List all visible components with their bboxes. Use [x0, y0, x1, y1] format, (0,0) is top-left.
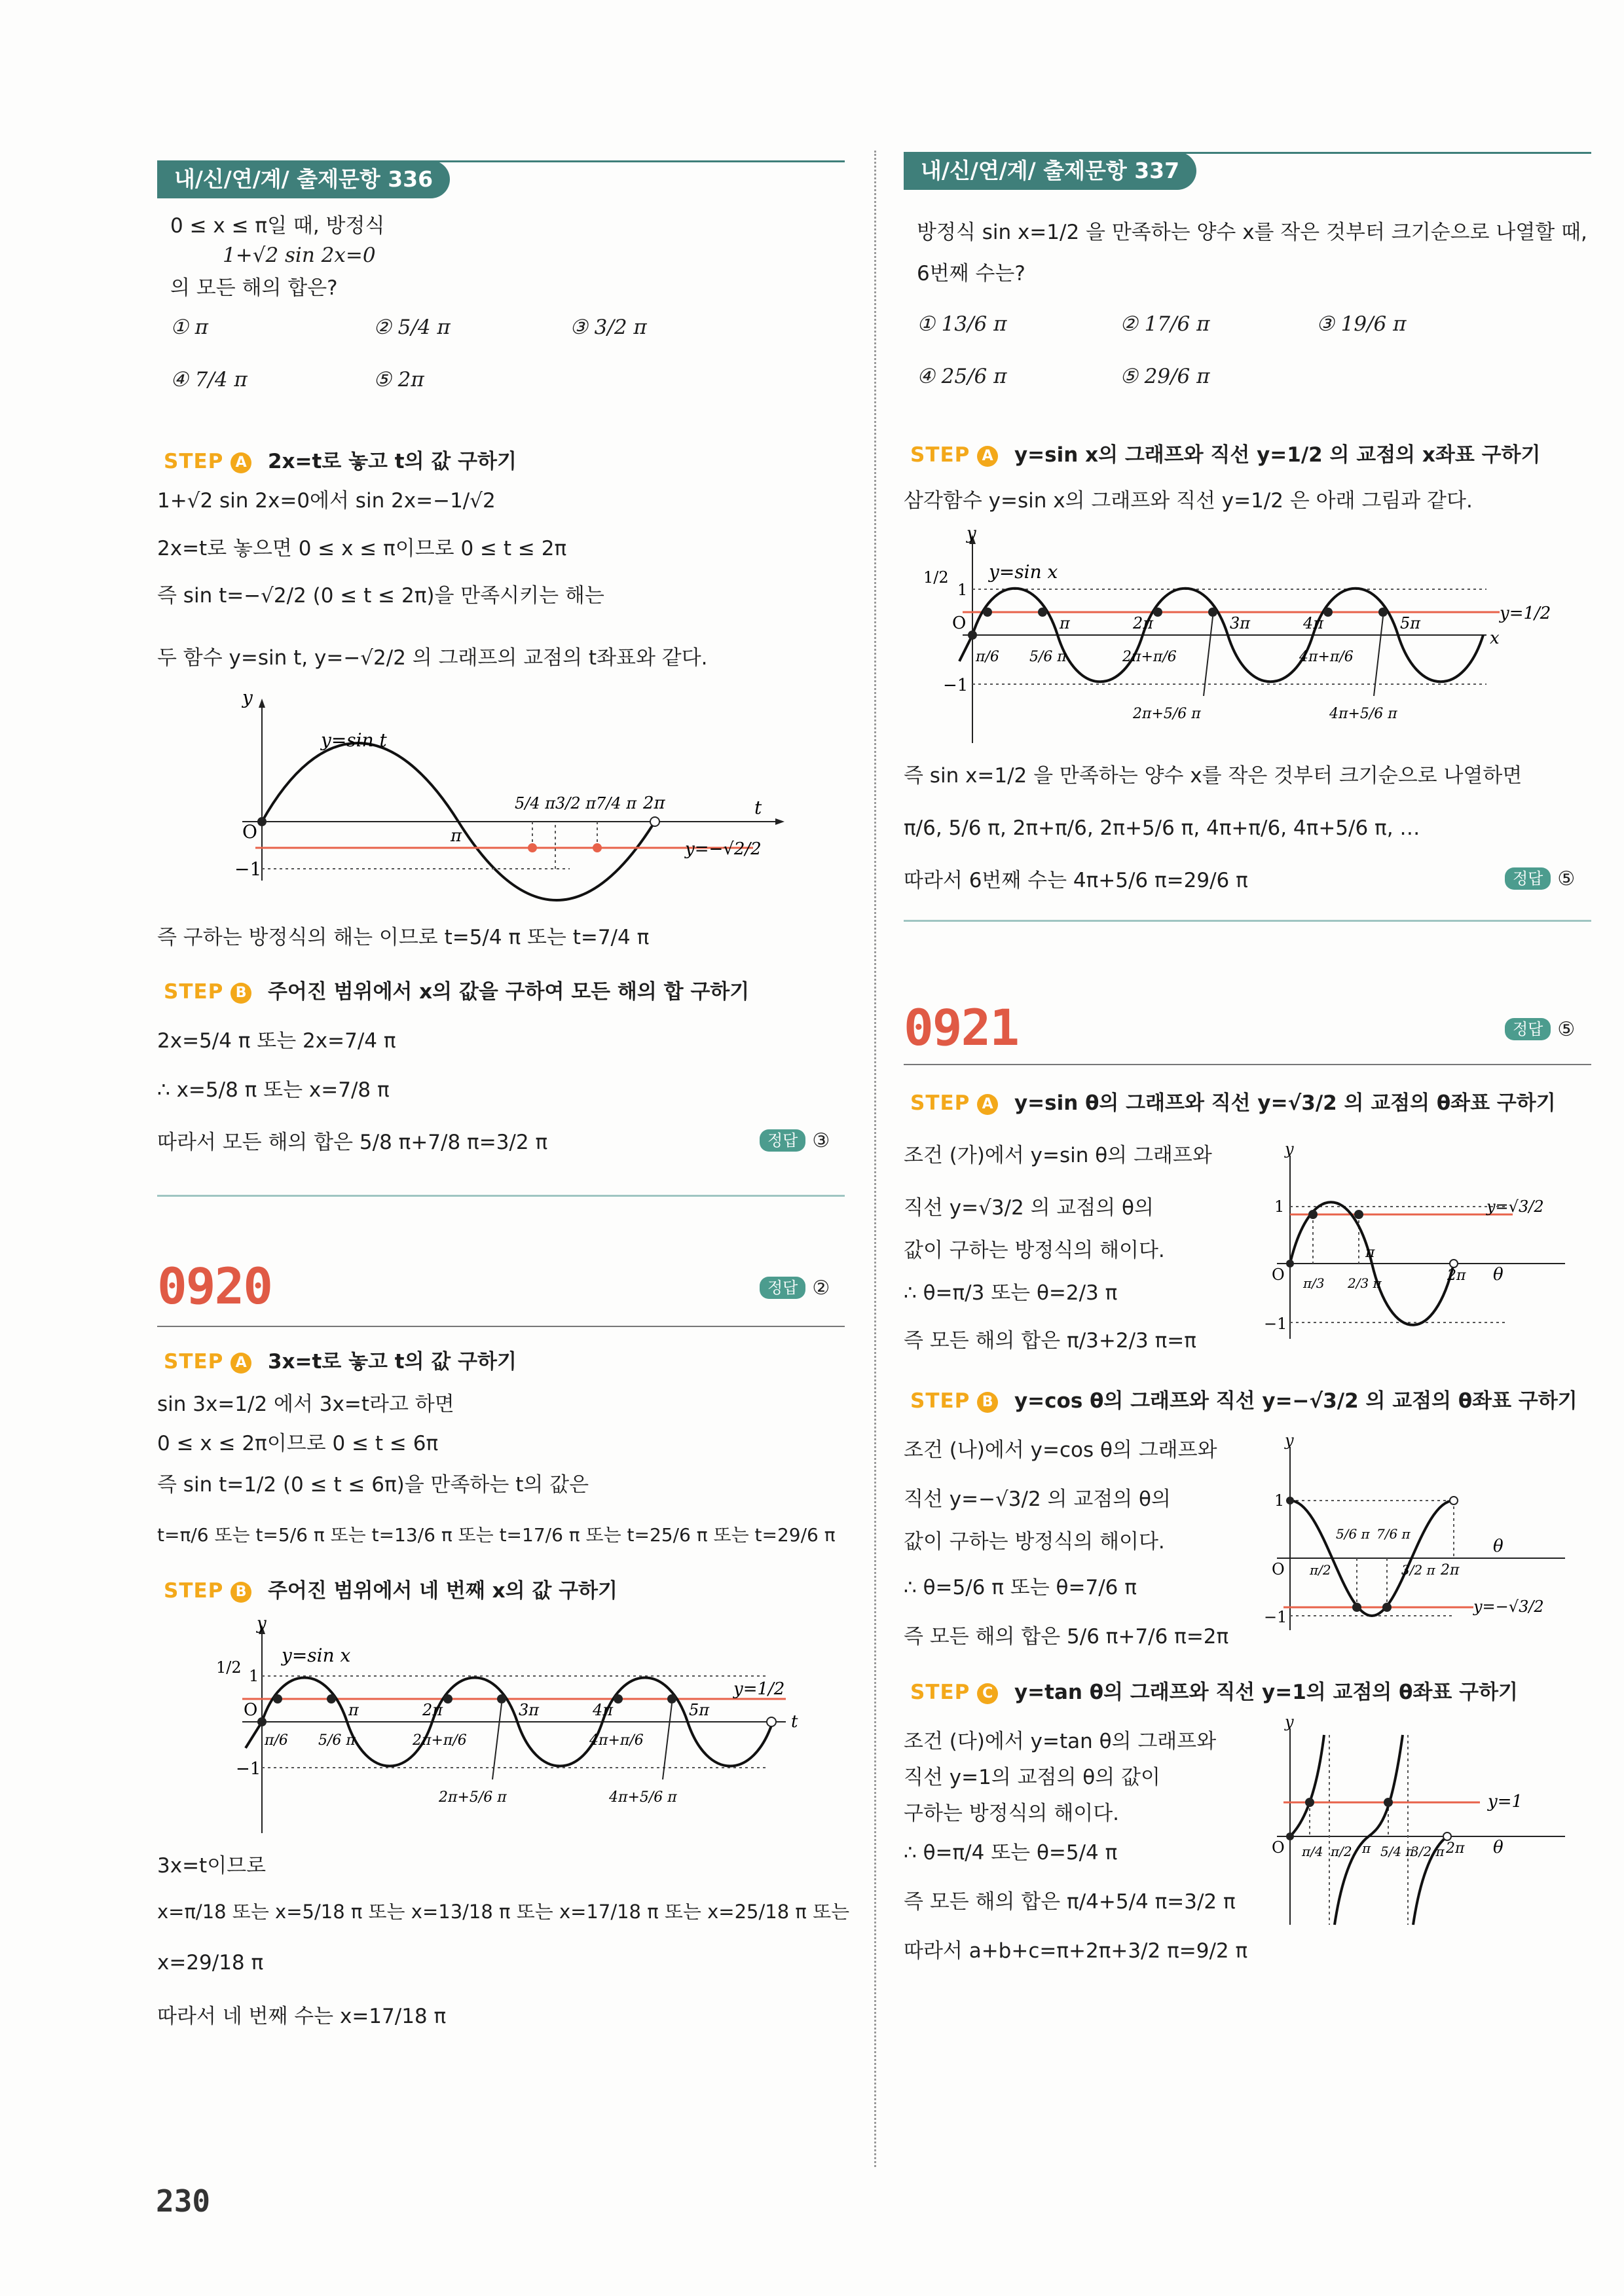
solution-line: 3x=t이므로: [157, 1854, 267, 1878]
problem-number: 0920: [157, 1257, 272, 1315]
sine-t-graph: [234, 687, 845, 887]
solution-line: 2x=5/4 π 또는 2x=7/4 π: [157, 1029, 396, 1053]
intersection-dot: [1208, 608, 1217, 617]
step-tag: STEP: [164, 980, 224, 1004]
sin-theta-graph: [1257, 1140, 1585, 1345]
origin-label: O: [1272, 1266, 1285, 1284]
curve-label: y=sin x: [989, 561, 1058, 583]
tick-label: 2π+π/6: [413, 1732, 467, 1749]
point-dot: [650, 817, 659, 826]
tick-label: 5/6 π: [1336, 1526, 1370, 1542]
tick-label: 1: [249, 1667, 259, 1685]
tick-label: π/6: [976, 649, 999, 665]
intersection-dot: [1153, 608, 1162, 617]
step-tag: STEP: [164, 450, 224, 473]
intersection-dot: [1308, 1210, 1318, 1219]
step-a-badge: A: [231, 452, 251, 473]
solution-line: 즉 모든 해의 합은 π/3+2/3 π=π: [904, 1329, 1196, 1353]
step-title: 주어진 범위에서 x의 값을 구하여 모든 해의 합 구하기: [267, 980, 750, 1004]
column-divider: [874, 151, 876, 2167]
intersection-dot: [593, 843, 602, 852]
line-label: y=−√2/2: [685, 839, 762, 859]
tick-label: −1: [1264, 1315, 1287, 1333]
step-tag: STEP: [910, 1389, 970, 1413]
solution-line: 따라서 네 번째 수는 x=17/18 π: [157, 2005, 447, 2028]
solution-line: 1+√2 sin 2x=0에서 sin 2x=−1/√2: [157, 489, 496, 513]
solution-line: 즉 모든 해의 합은 5/6 π+7/6 π=2π: [904, 1625, 1229, 1649]
answer-marker: [1505, 867, 1575, 890]
solution-line: x=π/18 또는 x=5/18 π 또는 x=13/18 π 또는 x=17/18 π 또는 x=25/18 π 또는: [157, 1901, 850, 1923]
solution-line: 따라서 6번째 수는 4π+5/6 π=29/6 π: [904, 869, 1248, 892]
intersection-dot: [443, 1694, 452, 1704]
intersection-dot: [1305, 1798, 1314, 1807]
step-b-badge: B: [231, 1582, 251, 1603]
tick-label: 4π+5/6 π: [1329, 706, 1397, 722]
page-number: 230: [156, 2183, 211, 2219]
answer-value: ⑤: [1557, 867, 1576, 890]
step-title: 2x=t로 놓고 t의 값 구하기: [267, 450, 517, 473]
intersection-dot: [273, 1694, 282, 1704]
origin-label: O: [244, 1700, 258, 1720]
tick-label: π/4: [1302, 1844, 1323, 1859]
solution-line: π/6, 5/6 π, 2π+π/6, 2π+5/6 π, 4π+π/6, 4π+5/6 π, …: [904, 816, 1420, 840]
point-dot: [257, 1717, 267, 1726]
tick-label: 5/6 π: [318, 1732, 356, 1749]
tick-label: 1/2: [923, 568, 949, 587]
tick-label: −1: [1264, 1608, 1287, 1626]
origin-label: O: [1272, 1560, 1285, 1578]
solution-line: 조건 (다)에서 y=tan θ의 그래프와: [904, 1730, 1217, 1753]
tick-label: 2π+π/6: [1122, 649, 1177, 665]
line-label: y=√3/2: [1486, 1197, 1544, 1216]
step-tag: STEP: [164, 1350, 224, 1374]
tick-label: 7/4 π: [596, 794, 637, 812]
step-title: y=sin θ의 그래프와 직선 y=√3/2 의 교점의 θ좌표 구하기: [1014, 1091, 1556, 1115]
tick-label: 5/4 π: [1380, 1844, 1414, 1859]
intersection-dot: [983, 608, 992, 617]
intersection-dot: [1384, 1798, 1393, 1807]
solution-line: 직선 y=−√3/2 의 교점의 θ의: [904, 1487, 1171, 1511]
choice-3: ③ 3/2 π: [570, 316, 647, 339]
step-b-heading: [164, 979, 749, 1005]
section-rule: [157, 1195, 845, 1197]
tick-label: 4π+5/6 π: [609, 1789, 677, 1806]
solution-line: x=29/18 π: [157, 1951, 264, 1975]
step-b-heading: [910, 1388, 1578, 1414]
step-b-badge: B: [231, 983, 251, 1004]
tick-label: 2π: [1447, 1267, 1466, 1284]
step-title: y=sin x의 그래프와 직선 y=1/2 의 교점의 x좌표 구하기: [1014, 443, 1541, 467]
choice-5: ⑤ 29/6 π: [1120, 365, 1210, 388]
tick-label: 4π: [1303, 614, 1324, 632]
sine-graph-0920: [196, 1614, 845, 1840]
solution-line: 즉 sin t=−√2/2 (0 ≤ t ≤ 2π)을 만족시키는 해는: [157, 584, 604, 608]
solution-line: 0 ≤ x ≤ 2π이므로 0 ≤ t ≤ 6π: [157, 1432, 439, 1455]
axis-label: θ: [1493, 1838, 1504, 1857]
choice-4: ④ 25/6 π: [917, 365, 1007, 388]
point-dot: [968, 630, 977, 640]
point-dot: [1450, 1497, 1458, 1504]
tick-label: 2π: [643, 793, 665, 813]
tick-label: 2/3 π: [1348, 1275, 1382, 1291]
line-label: y=−√3/2: [1473, 1597, 1544, 1616]
tick-label: 4π+π/6: [589, 1732, 644, 1749]
solution-line: 따라서 모든 해의 합은 5/8 π+7/8 π=3/2 π: [157, 1131, 548, 1154]
choice-2: ② 5/4 π: [373, 316, 451, 339]
choice-3: ③ 19/6 π: [1316, 312, 1407, 336]
origin-label: O: [242, 821, 257, 843]
question-line: 0 ≤ x ≤ π일 때, 방정식: [170, 214, 385, 238]
curve-label: y=sin t: [321, 729, 387, 751]
intersection-dot: [614, 1694, 623, 1704]
solution-line: 값이 구하는 방정식의 해이다.: [904, 1530, 1165, 1554]
tick-label: 2π: [1441, 1562, 1460, 1578]
tick-label: 3/2 π: [1411, 1844, 1445, 1859]
solution-line: 조건 (가)에서 y=sin θ의 그래프와: [904, 1144, 1212, 1167]
tick-label: 1: [957, 581, 968, 599]
tick-label: π: [451, 826, 462, 846]
axis-label: y: [242, 687, 253, 708]
solution-line: 즉 구하는 방정식의 해는 이므로 t=5/4 π 또는 t=7/4 π: [157, 926, 650, 949]
tick-label: π/3: [1303, 1275, 1325, 1291]
tick-label: π: [1365, 1245, 1375, 1261]
tick-label: 3π: [519, 1701, 540, 1719]
solution-line: ∴ θ=π/3 또는 θ=2/3 π: [904, 1281, 1118, 1305]
arrow-icon: [775, 818, 784, 825]
tangent-curve: [1290, 1735, 1324, 1836]
axis-label: θ: [1493, 1537, 1504, 1556]
solution-line: t=π/6 또는 t=5/6 π 또는 t=13/6 π 또는 t=17/6 π 또는 t=25/6 π 또는 t=29/6 π: [157, 1524, 836, 1546]
origin-label: O: [952, 613, 967, 633]
step-c-badge: C: [977, 1683, 998, 1704]
tick-label: 1/2: [216, 1658, 242, 1677]
tick-label: −1: [943, 676, 969, 695]
axis-label: θ: [1493, 1265, 1504, 1285]
origin-label: O: [1272, 1838, 1285, 1857]
tick-label: 5π: [689, 1701, 710, 1719]
solution-line: 조건 (나)에서 y=cos θ의 그래프와: [904, 1438, 1217, 1462]
step-b-badge: B: [977, 1392, 998, 1413]
axis-label: y: [257, 1614, 267, 1633]
tick-label: π/2: [1310, 1562, 1331, 1578]
tick-label: 5π: [1400, 614, 1421, 632]
solution-line: ∴ x=5/8 π 또는 x=7/8 π: [157, 1078, 390, 1102]
solution-line: 구하는 방정식의 해이다.: [904, 1802, 1120, 1825]
step-c-heading: [910, 1679, 1518, 1705]
solution-line: 즉 sin x=1/2 을 만족하는 양수 x를 작은 것부터 크기순으로 나열하면: [904, 764, 1522, 788]
choice-2: ② 17/6 π: [1120, 312, 1210, 336]
tick-label: π/6: [265, 1732, 288, 1749]
solution-line: 값이 구하는 방정식의 해이다.: [904, 1239, 1165, 1262]
solution-line: 직선 y=√3/2 의 교점의 θ의: [904, 1196, 1154, 1220]
step-tag: STEP: [164, 1579, 224, 1603]
problem-337-header: 내/신/연/계/ 출제문항 337: [904, 152, 1196, 190]
axis-label: y: [1285, 1431, 1294, 1449]
solution-line: sin 3x=1/2 에서 3x=t라고 하면: [157, 1393, 454, 1416]
solution-line: ∴ θ=π/4 또는 θ=5/4 π: [904, 1841, 1118, 1865]
tick-label: 5/4 π: [515, 794, 556, 812]
intersection-dot: [1354, 1210, 1363, 1219]
line-label: y=1/2: [1500, 604, 1551, 623]
solution-line: 즉 sin t=1/2 (0 ≤ t ≤ 6π)을 만족하는 t의 값은: [157, 1473, 589, 1497]
question-line: 6번째 수는?: [917, 262, 1025, 285]
solution-line: 삼각함수 y=sin x의 그래프와 직선 y=1/2 은 아래 그림과 같다.: [904, 489, 1473, 513]
section-rule: [904, 920, 1591, 922]
intersection-dot: [1038, 608, 1047, 617]
cos-theta-graph: [1257, 1431, 1585, 1637]
problem-336-header: 내/신/연/계/ 출제문항 336: [157, 160, 450, 198]
solution-line: 직선 y=1의 교점의 θ의 값이: [904, 1766, 1160, 1789]
choice-1: ① 13/6 π: [917, 312, 1007, 336]
intersection-dot: [327, 1694, 336, 1704]
answer-value: ⑤: [1557, 1018, 1576, 1041]
question-line: 의 모든 해의 합은?: [170, 276, 338, 300]
step-title: 3x=t로 놓고 t의 값 구하기: [267, 1350, 517, 1374]
answer-marker: [760, 1277, 830, 1300]
intersection-dot: [528, 843, 537, 852]
point-dot: [1286, 1497, 1294, 1504]
tick-label: π/2: [1331, 1844, 1352, 1859]
solution-line: 즉 모든 해의 합은 π/4+5/4 π=3/2 π: [904, 1890, 1236, 1914]
intersection-dot: [1382, 1603, 1392, 1612]
equation: 1+√2 sin 2x=0: [223, 244, 376, 267]
tick-label: 2π+5/6 π: [439, 1789, 507, 1806]
choice-1: ① π: [170, 316, 209, 339]
point-dot: [257, 817, 267, 826]
tick-label: 2π+5/6 π: [1133, 706, 1201, 722]
point-dot: [1286, 1832, 1294, 1840]
axis-label: y: [1285, 1140, 1294, 1158]
tick-label: π: [348, 1701, 359, 1719]
curve-label: y=sin x: [282, 1645, 351, 1666]
axis-label: t: [791, 1712, 798, 1732]
tick-label: 1: [1274, 1197, 1285, 1216]
choice-5: ⑤ 2π: [373, 368, 424, 392]
problem-number: 0921: [904, 998, 1019, 1057]
tick-label: π: [1060, 614, 1070, 632]
tick-label: 2π: [1446, 1840, 1465, 1857]
tick-label: 7/6 π: [1376, 1526, 1411, 1542]
arrow-icon: [259, 699, 265, 708]
step-a-badge: A: [977, 446, 998, 467]
tangent-curve: [1335, 1735, 1403, 1925]
tick-label: 4π+π/6: [1299, 649, 1354, 665]
question-line: 방정식 sin x=1/2 을 만족하는 양수 x를 작은 것부터 크기순으로 나열할 때,: [917, 221, 1587, 244]
tick-label: −1: [236, 1759, 261, 1779]
axis-label: y: [1285, 1713, 1294, 1731]
point-dot: [767, 1717, 776, 1726]
intersection-dot: [1323, 608, 1333, 617]
answer-marker: [1505, 1018, 1575, 1041]
answer-badge: 정답: [760, 1129, 805, 1152]
step-a-badge: A: [977, 1094, 998, 1115]
tan-theta-graph: [1257, 1713, 1585, 1931]
tick-label: 3/2 π: [1401, 1562, 1435, 1578]
step-a-heading: [164, 1349, 517, 1375]
tick-label: 3/2 π: [555, 794, 597, 812]
answer-badge: 정답: [760, 1277, 805, 1299]
step-b-heading: [164, 1578, 618, 1604]
step-tag: STEP: [910, 443, 970, 467]
intersection-dot: [1352, 1603, 1361, 1612]
line-label: y=1: [1488, 1792, 1523, 1812]
axis-label: y: [967, 524, 976, 543]
step-tag: STEP: [910, 1681, 970, 1704]
answer-value: ③: [812, 1129, 830, 1152]
solution-line: 두 함수 y=sin t, y=−√2/2 의 그래프의 교점의 t좌표와 같다.: [157, 646, 708, 670]
answer-marker: [760, 1129, 830, 1152]
step-title: y=tan θ의 그래프와 직선 y=1의 교점의 θ좌표 구하기: [1014, 1681, 1518, 1704]
step-a-heading: [910, 442, 1540, 468]
choice-4: ④ 7/4 π: [170, 368, 248, 392]
step-a-heading: [164, 448, 517, 475]
answer-value: ②: [812, 1277, 830, 1300]
tick-label: π: [1362, 1840, 1371, 1856]
tick-label: 2π: [422, 1701, 443, 1719]
tick-label: −1: [234, 858, 262, 880]
answer-badge: 정답: [1505, 1018, 1551, 1040]
step-a-heading: [910, 1090, 1556, 1116]
section-rule: [157, 1326, 845, 1327]
step-a-badge: A: [231, 1353, 251, 1374]
solution-line: 2x=t로 놓으면 0 ≤ x ≤ π이므로 0 ≤ t ≤ 2π: [157, 537, 567, 560]
section-rule: [904, 1064, 1591, 1065]
axis-label: x: [1490, 629, 1500, 648]
axis-label: t: [754, 797, 762, 818]
tick-label: 3π: [1230, 614, 1251, 632]
point-dot: [1450, 1260, 1458, 1267]
point-dot: [1443, 1832, 1451, 1840]
answer-badge: 정답: [1505, 867, 1551, 890]
tick-label: 1: [1274, 1491, 1285, 1510]
tick-label: 2π: [1133, 614, 1154, 632]
sine-graph-337: [923, 524, 1578, 750]
step-title: y=cos θ의 그래프와 직선 y=−√3/2 의 교점의 θ좌표 구하기: [1014, 1389, 1578, 1413]
point-dot: [1286, 1260, 1294, 1267]
line-label: y=1/2: [733, 1679, 785, 1699]
intersection-dot: [1378, 608, 1388, 617]
tick-label: 5/6 π: [1029, 649, 1067, 665]
intersection-dot: [667, 1694, 676, 1704]
intersection-dot: [497, 1694, 506, 1704]
step-title: 주어진 범위에서 네 번째 x의 값 구하기: [267, 1579, 618, 1603]
solution-line: ∴ θ=5/6 π 또는 θ=7/6 π: [904, 1576, 1137, 1599]
tick-label: 4π: [593, 1701, 614, 1719]
step-tag: STEP: [910, 1091, 970, 1115]
solution-line: 따라서 a+b+c=π+2π+3/2 π=9/2 π: [904, 1939, 1248, 1963]
